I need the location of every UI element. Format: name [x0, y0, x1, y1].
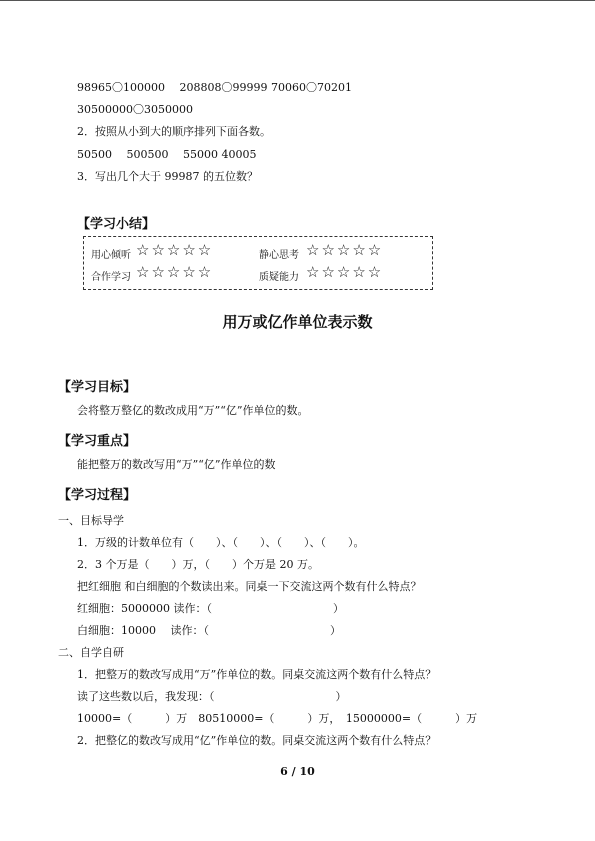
question-read-cells: 把红细胞 和白细胞的个数读出来。同桌一下交流这两个数有什么特点？: [77, 580, 422, 593]
question-ten-thousands: 2．3 个万是（ ）万，（ ）个万是 20 万。: [77, 558, 319, 571]
red-cell-reading: 红细胞：5000000 读作：（ ）: [77, 602, 344, 615]
rating-label-thinking: 静心思考: [259, 250, 299, 261]
goals-heading: 【学习目标】: [58, 380, 137, 395]
rating-stars-listening[interactable]: ☆☆☆☆☆: [136, 241, 214, 259]
question-five-digit: 3．写出几个大于 99987 的五位数？: [77, 170, 258, 183]
key-points-text: 能把整万的数改写用“万”“亿”作单位的数: [77, 458, 276, 471]
key-points-heading: 【学习重点】: [58, 434, 137, 449]
rating-stars-cooperation[interactable]: ☆☆☆☆☆: [136, 263, 214, 281]
summary-rating-box: [83, 236, 433, 290]
discovery-line: 读了这些数以后，我发现：（ ）: [77, 690, 347, 703]
compare-exercise-row-1: 98965〇100000 208808〇99999 70060〇70201: [77, 81, 352, 94]
compare-exercise-row-2: 30500000〇3050000: [77, 103, 193, 116]
question-counting-units: 1．万级的计数单位有（ ）、（ ）、（ ）、（ ）。: [77, 536, 365, 549]
sort-numbers-list: 50500 500500 55000 40005: [77, 148, 257, 161]
page-number: 6 / 10: [280, 765, 315, 778]
rating-label-listening: 用心倾听: [91, 250, 131, 261]
conversion-fill-blanks: 10000=（ ）万 80510000=（ ）万， 15000000=（ ）万: [77, 712, 478, 725]
rating-stars-questioning[interactable]: ☆☆☆☆☆: [306, 263, 384, 281]
process-heading: 【学习过程】: [58, 488, 137, 503]
question-convert-yi: 2．把整亿的数改写成用“亿”作单位的数。同桌交流这两个数有什么特点？: [77, 734, 437, 747]
rating-label-cooperation: 合作学习: [91, 272, 131, 283]
section-self-study: 二、自学自研: [58, 646, 124, 659]
goals-text: 会将整万整亿的数改成用“万”“亿”作单位的数。: [77, 404, 309, 417]
question-sort-numbers: 2．按照从小到大的顺序排列下面各数。: [77, 125, 271, 138]
question-convert-wan: 1．把整万的数改写成用“万”作单位的数。同桌交流这两个数有什么特点？: [77, 668, 437, 681]
lesson-title: 用万或亿作单位表示数: [222, 313, 373, 331]
rating-stars-thinking[interactable]: ☆☆☆☆☆: [306, 241, 384, 259]
rating-label-questioning: 质疑能力: [259, 272, 299, 283]
header-rule: [0, 0, 595, 1]
summary-heading: 【学习小结】: [77, 217, 156, 232]
white-cell-reading: 白细胞：10000 读作：（ ）: [77, 624, 341, 637]
section-goal-guidance: 一、目标导学: [58, 514, 124, 527]
